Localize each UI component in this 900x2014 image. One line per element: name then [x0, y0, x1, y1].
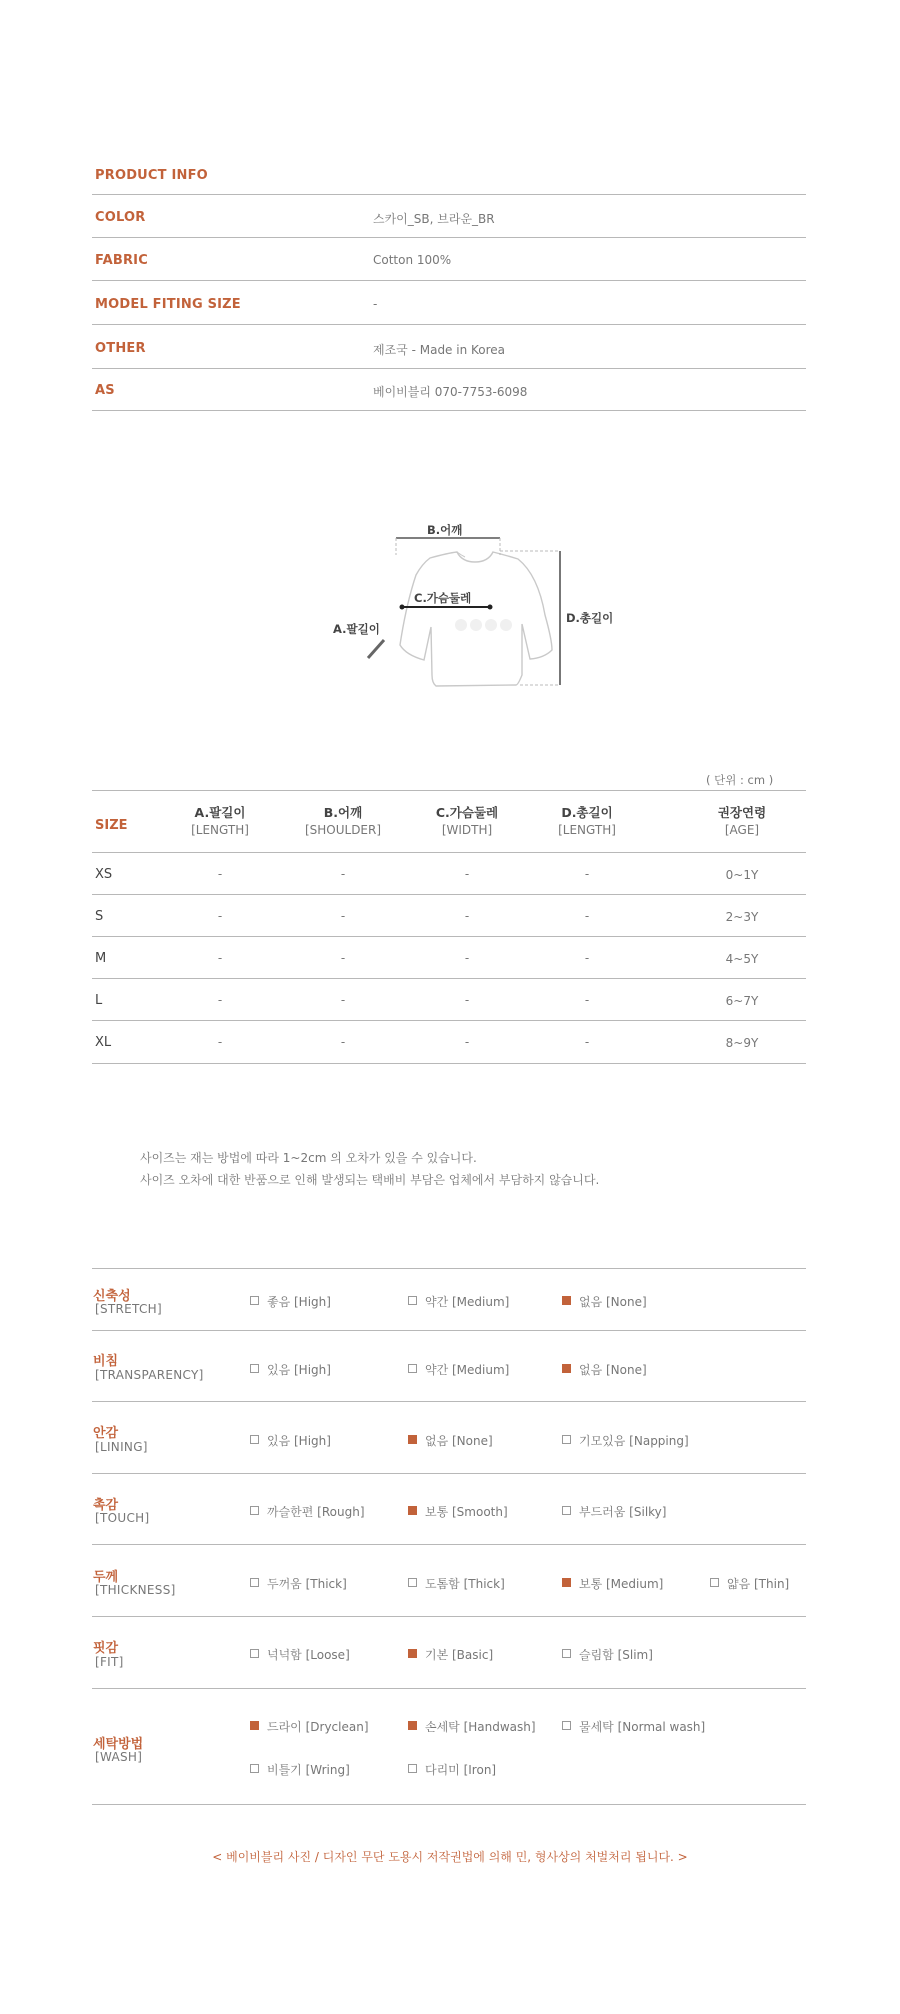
diagram-label-sleeve: A.팔길이	[333, 622, 380, 636]
checkbox-empty	[250, 1435, 259, 1444]
table-cell: -	[217, 1035, 223, 1049]
option-lining-high: 있음 [High]	[250, 1432, 331, 1449]
table-cell-age: 4~5Y	[725, 952, 759, 966]
option-transparency-medium: 약간 [Medium]	[408, 1361, 509, 1378]
info-value-other: 제조국 - Made in Korea	[373, 343, 506, 357]
divider	[92, 237, 806, 238]
size-cell: M	[95, 951, 107, 966]
divider	[92, 852, 806, 853]
fabric-label-stretch: 신축성	[93, 1289, 131, 1304]
table-cell-age: 0~1Y	[725, 868, 759, 882]
table-cell: -	[217, 909, 223, 923]
fabric-label-thickness: 두께	[93, 1570, 119, 1585]
info-label-fabric: FABRIC	[95, 253, 148, 268]
checkbox-empty	[250, 1578, 259, 1587]
info-label-as: AS	[95, 383, 115, 398]
table-cell: -	[464, 867, 470, 881]
info-label-model-size: MODEL FITING SIZE	[95, 297, 241, 312]
info-label-other: OTHER	[95, 341, 146, 356]
col-header-age: 권장연령	[717, 805, 767, 820]
table-cell: -	[340, 1035, 346, 1049]
option-stretch-high: 좋음 [High]	[250, 1293, 331, 1310]
divider	[92, 194, 806, 195]
info-value-model-size: -	[373, 297, 378, 311]
option-thickness-thick: 두꺼움 [Thick]	[250, 1575, 347, 1592]
table-cell-age: 6~7Y	[725, 994, 759, 1008]
col-sub-shoulder: [SHOULDER]	[304, 823, 382, 837]
unit-label: ( 단위 : cm )	[706, 773, 774, 787]
checkbox-checked	[408, 1435, 417, 1444]
print-dot	[500, 619, 512, 631]
checkbox-empty	[408, 1764, 417, 1773]
table-cell: -	[584, 1035, 590, 1049]
size-cell: XL	[95, 1035, 112, 1050]
checkbox-empty	[562, 1435, 571, 1444]
checkbox-empty	[562, 1721, 571, 1730]
fabric-sub-stretch: [STRETCH]	[95, 1302, 162, 1316]
fabric-sub-transparency: [TRANSPARENCY]	[95, 1368, 204, 1382]
checkbox-empty	[408, 1578, 417, 1587]
checkbox-checked	[562, 1578, 571, 1587]
fabric-sub-thickness: [THICKNESS]	[95, 1583, 176, 1597]
option-wash-normal: 물세탁 [Normal wash]	[562, 1718, 705, 1735]
divider	[92, 1616, 806, 1617]
option-stretch-none: 없음 [None]	[562, 1293, 647, 1310]
table-cell: -	[584, 909, 590, 923]
divider	[92, 1063, 806, 1064]
fabric-label-transparency: 비침	[93, 1354, 119, 1369]
option-transparency-high: 있음 [High]	[250, 1361, 331, 1378]
table-cell-age: 8~9Y	[725, 1036, 759, 1050]
checkbox-empty	[408, 1364, 417, 1373]
divider	[92, 894, 806, 895]
option-touch-rough: 까슬한편 [Rough]	[250, 1503, 365, 1520]
info-label-color: COLOR	[95, 210, 146, 225]
size-note-1: 사이즈는 재는 방법에 따라 1~2cm 의 오차가 있을 수 있습니다.	[140, 1151, 477, 1165]
table-cell: -	[464, 951, 470, 965]
divider	[92, 324, 806, 325]
table-cell: -	[340, 951, 346, 965]
sleeve-measure-line	[368, 640, 384, 658]
table-cell: -	[464, 993, 470, 1007]
fabric-sub-lining: [LINING]	[95, 1440, 148, 1454]
col-header-length: D.총길이	[561, 805, 613, 820]
diagram-label-chest: C.가슴둘레	[414, 591, 472, 605]
option-fit-basic: 기본 [Basic]	[408, 1646, 493, 1663]
option-transparency-none: 없음 [None]	[562, 1361, 647, 1378]
print-dot	[470, 619, 482, 631]
option-lining-none: 없음 [None]	[408, 1432, 493, 1449]
option-wash-handwash: 손세탁 [Handwash]	[408, 1718, 536, 1735]
checkbox-empty	[710, 1578, 719, 1587]
checkbox-checked	[250, 1721, 259, 1730]
checkbox-checked	[408, 1506, 417, 1515]
col-header-shoulder: B.어깨	[323, 805, 363, 820]
divider	[92, 1804, 806, 1805]
table-cell: -	[584, 993, 590, 1007]
info-value-fabric: Cotton 100%	[373, 253, 452, 267]
option-touch-smooth: 보통 [Smooth]	[408, 1503, 508, 1520]
divider	[92, 410, 806, 411]
option-wash-iron: 다리미 [Iron]	[408, 1761, 496, 1778]
option-fit-loose: 넉넉함 [Loose]	[250, 1646, 350, 1663]
divider	[92, 1020, 806, 1021]
option-thickness-plump: 도톰함 [Thick]	[408, 1575, 505, 1592]
divider	[92, 790, 806, 791]
checkbox-empty	[250, 1364, 259, 1373]
checkbox-checked	[408, 1721, 417, 1730]
table-cell: -	[340, 867, 346, 881]
checkbox-checked	[562, 1364, 571, 1373]
divider	[92, 1473, 806, 1474]
checkbox-empty	[250, 1649, 259, 1658]
size-cell: XS	[95, 867, 113, 882]
fabric-label-lining: 안감	[93, 1426, 119, 1441]
print-dot	[455, 619, 467, 631]
divider	[92, 936, 806, 937]
divider	[92, 1544, 806, 1545]
divider	[92, 1268, 806, 1269]
copyright-notice: < 베이비블리 사진 / 디자인 무단 도용시 저작권법에 의해 민, 형사상의 처벌처리 됩니다. >	[212, 1850, 688, 1864]
divider	[92, 368, 806, 369]
checkbox-empty	[250, 1506, 259, 1515]
divider	[92, 280, 806, 281]
checkbox-checked	[562, 1296, 571, 1305]
checkbox-empty	[562, 1649, 571, 1658]
divider	[92, 1688, 806, 1689]
col-sub-chest: [WIDTH]	[441, 823, 493, 837]
size-note-2: 사이즈 오차에 대한 반품으로 인해 발생되는 택배비 부담은 업체에서 부담하지 않습니다.	[140, 1173, 600, 1187]
option-touch-silky: 부드러움 [Silky]	[562, 1503, 666, 1520]
col-header-chest: C.가슴둘레	[435, 805, 499, 820]
fabric-sub-fit: [FIT]	[95, 1655, 124, 1669]
table-cell: -	[340, 909, 346, 923]
print-dot	[485, 619, 497, 631]
checkbox-empty	[250, 1764, 259, 1773]
table-cell: -	[464, 1035, 470, 1049]
product-info-heading: PRODUCT INFO	[95, 168, 208, 183]
option-stretch-medium: 약간 [Medium]	[408, 1293, 509, 1310]
fabric-sub-wash: [WASH]	[95, 1750, 143, 1764]
divider	[92, 1330, 806, 1331]
divider	[92, 1401, 806, 1402]
divider	[92, 978, 806, 979]
col-header-sleeve: A.팔길이	[194, 805, 246, 820]
table-cell: -	[217, 993, 223, 1007]
option-wash-dryclean: 드라이 [Dryclean]	[250, 1718, 369, 1735]
fabric-label-touch: 촉감	[93, 1498, 119, 1513]
fabric-label-wash: 세탁방법	[93, 1737, 144, 1752]
diagram-label-shoulder: B.어깨	[427, 523, 463, 537]
checkbox-empty	[562, 1506, 571, 1515]
table-cell: -	[217, 867, 223, 881]
diagram-label-length: D.총길이	[566, 611, 614, 625]
table-cell: -	[217, 951, 223, 965]
option-thickness-medium: 보통 [Medium]	[562, 1575, 663, 1592]
col-sub-sleeve: [LENGTH]	[191, 823, 249, 837]
table-cell: -	[340, 993, 346, 1007]
option-thickness-thin: 얇음 [Thin]	[710, 1575, 789, 1592]
col-sub-length: [LENGTH]	[558, 823, 616, 837]
table-cell-age: 2~3Y	[725, 910, 759, 924]
table-cell: -	[464, 909, 470, 923]
size-header: SIZE	[95, 818, 128, 833]
size-cell: S	[95, 909, 104, 924]
table-cell: -	[584, 951, 590, 965]
info-value-as: 베이비블리 070-7753-6098	[373, 385, 528, 399]
option-fit-slim: 슬림함 [Slim]	[562, 1646, 653, 1663]
checkbox-checked	[408, 1649, 417, 1658]
checkbox-empty	[250, 1296, 259, 1305]
info-value-color: 스카이_SB, 브라운_BR	[373, 212, 495, 226]
option-lining-napping: 기모있음 [Napping]	[562, 1432, 689, 1449]
checkbox-empty	[408, 1296, 417, 1305]
size-cell: L	[95, 993, 103, 1008]
fabric-sub-touch: [TOUCH]	[95, 1511, 150, 1525]
option-wash-wring: 비틀기 [Wring]	[250, 1761, 350, 1778]
col-sub-age: [AGE]	[724, 823, 760, 837]
table-cell: -	[584, 867, 590, 881]
fabric-label-fit: 핏감	[93, 1641, 119, 1656]
